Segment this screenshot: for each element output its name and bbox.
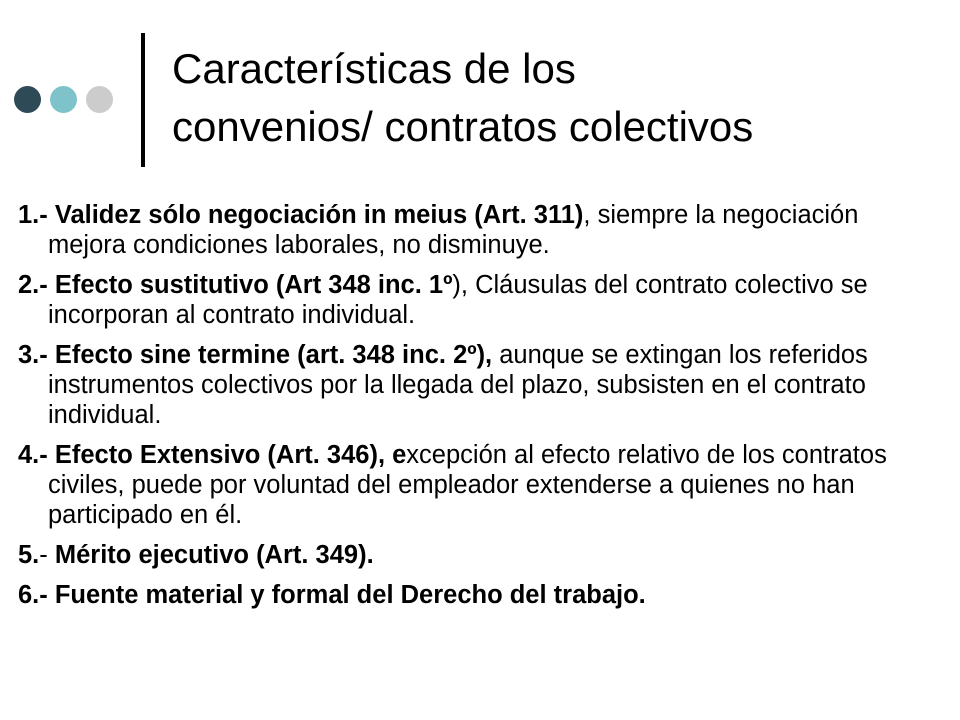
dot-teal (50, 86, 77, 113)
dot-dark (14, 86, 41, 113)
slide-title (172, 40, 942, 156)
item-4-text: xcepción al efecto relativo de los contratos civiles, puede por voluntad del empleador extenderse a quienes no han participado en él. (48, 441, 887, 529)
item-1-bold: 1.- Validez sólo negociación in meius (Art. 311) (18, 201, 584, 229)
list-item-4 (18, 440, 943, 530)
list-item-3 (18, 340, 943, 430)
decorative-dots (14, 86, 113, 113)
item-5-dash: - (39, 541, 55, 569)
list-item-6 (18, 580, 943, 610)
item-4-bold: 4.- Efecto Extensivo (Art. 346), e (18, 441, 407, 469)
item-6-bold: 6.- Fuente material y formal del Derecho del trabajo. (18, 581, 646, 609)
title-line-2: convenios/ contratos colectivos (172, 103, 754, 150)
item-5-bold: Mérito ejecutivo (Art. 349). (54, 541, 374, 569)
dot-gray (86, 86, 113, 113)
title-line-1: Características de los (172, 45, 576, 92)
list-item-5 (18, 540, 943, 570)
characteristics-list (18, 200, 943, 620)
item-3-text: aunque se extingan los referidos instrumentos colectivos por la llegada del plazo, subsisten en el contrato individual. (48, 341, 868, 429)
title-divider (141, 33, 145, 167)
item-2-bold: 2.- Efecto sustitutivo (Art 348 inc. 1º (18, 271, 453, 299)
item-5-lead: 5. (18, 541, 40, 569)
item-1-text: , siempre la negociación mejora condiciones laborales, no disminuye. (48, 201, 859, 259)
item-3-bold: 3.- Efecto sine termine (art. 348 inc. 2º), (18, 341, 493, 369)
item-2-text: ), Cláusulas del contrato colectivo se incorporan al contrato individual. (48, 271, 868, 329)
list-item-2 (18, 270, 943, 330)
list-item-1 (18, 200, 943, 260)
